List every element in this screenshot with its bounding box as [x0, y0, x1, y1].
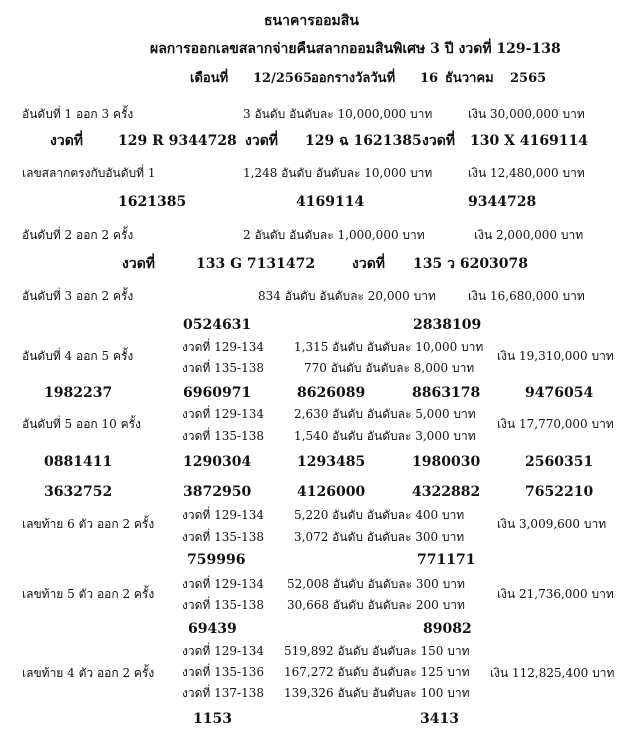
prize5-number: 7652210 [525, 484, 594, 500]
prize5-number: 3872950 [183, 484, 252, 500]
prize4-number: 9476054 [525, 385, 594, 401]
last4-period: งวดที่ 129-134 [182, 644, 264, 658]
last4-period: งวดที่ 135-136 [182, 665, 264, 679]
prize4-number: 8626089 [297, 385, 366, 401]
draw-date-label: ออกรางวัลวันที่ [311, 71, 396, 86]
match1-number: 4169114 [296, 194, 365, 210]
last4-desc: 519,892 อันดับ อันดับละ 150 บาท [284, 644, 470, 658]
prize5-number: 4126000 [297, 484, 366, 500]
last4-period: งวดที่ 137-138 [182, 686, 264, 700]
prize1-total: เงิน 30,000,000 บาท [468, 107, 585, 121]
prize4-total: เงิน 19,310,000 บาท [497, 349, 614, 363]
prize2-total: เงิน 2,000,000 บาท [474, 228, 584, 242]
prize2-label: อันดับที่ 2 ออก 2 ครั้ง [22, 228, 134, 242]
last5-total: เงิน 21,736,000 บาท [497, 587, 614, 601]
last5-desc: 30,668 อันดับ อันดับละ 200 บาท [287, 598, 465, 612]
prize4-period: งวดที่ 135-138 [182, 361, 264, 375]
last6-number: 759996 [187, 552, 246, 568]
last6-label: เลขท้าย 6 ตัว ออก 2 ครั้ง [22, 517, 155, 531]
draw-year: 2565 [510, 71, 547, 86]
match1-desc: 1,248 อันดับ อันดับละ 10,000 บาท [243, 166, 433, 180]
last4-desc: 167,272 อันดับ อันดับละ 125 บาท [284, 665, 470, 679]
prize1-label: อันดับที่ 1 ออก 3 ครั้ง [22, 107, 134, 121]
prize1-draw-number: 130 X 4169114 [470, 133, 589, 149]
last6-period: งวดที่ 135-138 [182, 530, 264, 544]
prize4-period: งวดที่ 129-134 [182, 340, 264, 354]
prize5-number: 3632752 [44, 484, 113, 500]
draw-day: 16 [420, 71, 439, 86]
prize5-number: 1290304 [183, 454, 252, 470]
last6-period: งวดที่ 129-134 [182, 508, 264, 522]
prize5-number: 4322882 [412, 484, 481, 500]
draw-month: ธันวาคม [445, 71, 494, 86]
prize1-draw-label: งวดที่ [422, 133, 456, 149]
prize4-desc: 770 อันดับ อันดับละ 8,000 บาท [304, 361, 475, 375]
prize5-number: 1293485 [297, 454, 366, 470]
prize1-desc: 3 อันดับ อันดับละ 10,000,000 บาท [243, 107, 433, 121]
prize4-label: อันดับที่ 4 ออก 5 ครั้ง [22, 349, 134, 363]
prize2-desc: 2 อันดับ อันดับละ 1,000,000 บาท [243, 228, 425, 242]
prize5-total: เงิน 17,770,000 บาท [497, 417, 614, 431]
prize3-total: เงิน 16,680,000 บาท [468, 289, 585, 303]
month-label: เดือนที่ [190, 71, 229, 86]
last4-label: เลขท้าย 4 ตัว ออก 2 ครั้ง [22, 666, 155, 680]
last5-label: เลขท้าย 5 ตัว ออก 2 ครั้ง [22, 587, 155, 601]
prize1-draw-number: 129 ฉ 1621385 [305, 133, 422, 149]
last6-total: เงิน 3,009,600 บาท [497, 517, 607, 531]
last6-desc: 3,072 อันดับ อันดับละ 300 บาท [294, 530, 465, 544]
prize4-number: 8863178 [412, 385, 481, 401]
last4-total: เงิน 112,825,400 บาท [490, 666, 615, 680]
prize4-desc: 1,315 อันดับ อันดับละ 10,000 บาท [294, 340, 484, 354]
match1-number: 1621385 [118, 194, 187, 210]
prize2-draw-label: งวดที่ [352, 256, 386, 272]
bank-name: ธนาคารออมสิน [264, 13, 359, 29]
prize4-number: 1982237 [44, 385, 113, 401]
prize3-desc: 834 อันดับ อันดับละ 20,000 บาท [258, 289, 436, 303]
prize5-period: งวดที่ 129-134 [182, 407, 264, 421]
prize5-label: อันดับที่ 5 ออก 10 ครั้ง [22, 417, 141, 431]
last4-desc: 139,326 อันดับ อันดับละ 100 บาท [284, 686, 470, 700]
match1-total: เงิน 12,480,000 บาท [468, 166, 585, 180]
prize4-number: 6960971 [183, 385, 252, 401]
last6-desc: 5,220 อันดับ อันดับละ 400 บาท [294, 508, 465, 522]
prize5-number: 2560351 [525, 454, 594, 470]
last6-number: 771171 [417, 552, 476, 568]
prize3-label: อันดับที่ 3 ออก 2 ครั้ง [22, 289, 134, 303]
last5-number: 89082 [423, 621, 472, 637]
prize5-number: 1980030 [412, 454, 481, 470]
prize3-number: 2838109 [413, 317, 482, 333]
last5-desc: 52,008 อันดับ อันดับละ 300 บาท [287, 577, 465, 591]
prize2-draw-number: 133 G 7131472 [196, 256, 316, 272]
prize5-desc: 2,630 อันดับ อันดับละ 5,000 บาท [294, 407, 476, 421]
page-title: ผลการออกเลขสลากจ่ายคืนสลากออมสินพิเศษ 3 ปี งวดที่ 129-138 [150, 41, 561, 57]
match1-number: 9344728 [468, 194, 537, 210]
prize1-draw-label: งวดที่ [50, 133, 84, 149]
prize5-desc: 1,540 อันดับ อันดับละ 3,000 บาท [294, 429, 476, 443]
prize2-draw-number: 135 ว 6203078 [413, 256, 529, 272]
last4-number: 3413 [420, 711, 459, 727]
prize5-period: งวดที่ 135-138 [182, 429, 264, 443]
last4-number: 1153 [193, 711, 232, 727]
last5-period: งวดที่ 129-134 [182, 577, 264, 591]
last5-period: งวดที่ 135-138 [182, 598, 264, 612]
month-value: 12/2565 [253, 71, 313, 86]
match1-label: เลขสลากตรงกับอันดับที่ 1 [22, 166, 156, 180]
prize1-draw-number: 129 R 9344728 [118, 133, 237, 149]
last5-number: 69439 [188, 621, 237, 637]
prize2-draw-label: งวดที่ [122, 256, 156, 272]
prize5-number: 0881411 [44, 454, 113, 470]
prize1-draw-label: งวดที่ [245, 133, 279, 149]
prize3-number: 0524631 [183, 317, 252, 333]
